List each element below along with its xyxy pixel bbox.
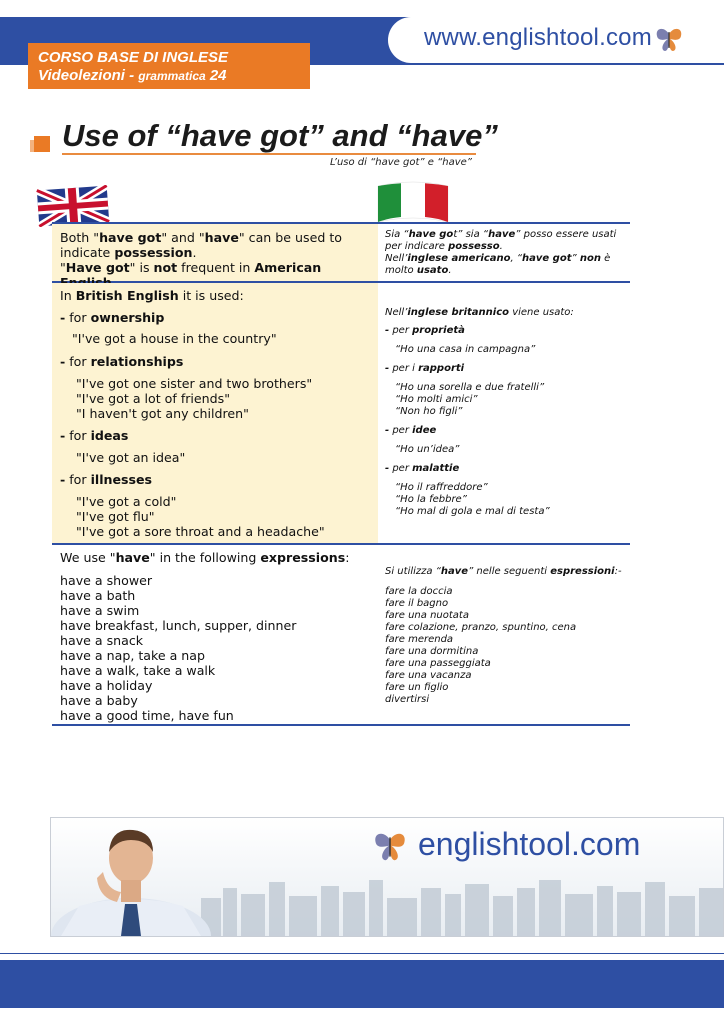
- text-bold: inglese americano: [407, 253, 511, 264]
- example: “Ho un’idea”: [395, 444, 460, 455]
- text: ”: [571, 253, 580, 264]
- example: “Non ho figli”: [395, 406, 463, 417]
- text-bold: malattie: [412, 463, 460, 474]
- text-bold: American: [254, 260, 322, 275]
- relationships-heading: [60, 354, 376, 376]
- text: ": [60, 260, 66, 275]
- text-bold: have got: [522, 253, 572, 264]
- rapporti-heading: [385, 363, 625, 382]
- text-bold: have: [440, 566, 469, 577]
- list-item: fare colazione, pranzo, spuntino, cena: [385, 622, 577, 633]
- text: per i: [389, 363, 419, 374]
- list-item: have a holiday: [60, 678, 153, 693]
- example: “Ho mal di gola e mal di testa”: [395, 506, 550, 517]
- list-item: fare una dormitina: [385, 646, 479, 657]
- list-item: fare una passeggiata: [385, 658, 491, 669]
- dash: -: [60, 428, 66, 443]
- text: " in the following: [149, 550, 261, 565]
- list-item: have a swim: [60, 603, 140, 618]
- lesson-number: 24: [209, 67, 227, 84]
- example: "I haven't got any children": [76, 406, 249, 421]
- text-bold: relationships: [90, 354, 184, 369]
- section2-it-intro: [385, 307, 625, 325]
- list-item: have a snack: [60, 633, 144, 648]
- example: "I've got a sore throat and a headache": [76, 524, 325, 539]
- text: for: [65, 354, 91, 369]
- text-bold: Have got: [65, 260, 130, 275]
- malattie-heading: [385, 463, 625, 482]
- text: Nell’: [385, 253, 408, 264]
- list-item: have a baby: [60, 693, 138, 708]
- list-item: have a good time, have fun: [60, 708, 234, 723]
- text: for: [65, 472, 91, 487]
- text-bold: have got: [99, 230, 162, 245]
- page-title: Use of “have got” and “have”: [62, 118, 498, 153]
- dash: -: [385, 363, 390, 374]
- text-bold: usato: [416, 265, 449, 276]
- text-bold: illnesses: [90, 472, 153, 487]
- text: We use ": [60, 550, 116, 565]
- example: "I've got flu": [76, 509, 155, 524]
- text-bold: inglese britannico: [407, 307, 510, 318]
- text: :-: [614, 566, 622, 577]
- example: “Ho la febbre”: [395, 494, 467, 505]
- example: "I've got a cold": [76, 494, 177, 509]
- section3-it-text: [385, 566, 625, 706]
- section1-it-text: [385, 229, 625, 277]
- text-bold: rapporti: [418, 363, 465, 374]
- page-subtitle: L’uso di “have got” e “have”: [330, 157, 472, 168]
- text: Sia “: [385, 229, 409, 240]
- text: è molto: [385, 253, 611, 276]
- text-bold: possession: [114, 245, 193, 260]
- title-underline: [62, 153, 476, 155]
- text-bold: have: [115, 550, 150, 565]
- text: per: [389, 325, 413, 336]
- example: “Ho una casa in campagna”: [395, 344, 536, 355]
- text: , “: [510, 253, 523, 264]
- example: "I've got a lot of friends": [76, 391, 231, 406]
- section3-en-text: [60, 550, 376, 723]
- section1-en-text: [60, 230, 372, 290]
- text-bold: expressions: [260, 550, 346, 565]
- footer-rule: [0, 953, 724, 954]
- text-bold: ideas: [90, 428, 129, 443]
- list-item: have a bath: [60, 588, 136, 603]
- ownership-heading: [60, 310, 376, 331]
- list-item: fare una vacanza: [385, 670, 472, 681]
- list-item: have a shower: [60, 573, 153, 588]
- text: viene usato:: [509, 307, 574, 318]
- site-url-link[interactable]: www.englishtool.com: [424, 24, 652, 51]
- text: ” nelle seguenti: [468, 566, 551, 577]
- dash: -: [385, 463, 390, 474]
- text-bold: proprietà: [412, 325, 465, 336]
- section2-en-text: [60, 288, 376, 539]
- proprieta-heading: [385, 325, 625, 344]
- italy-flag-icon: [376, 180, 450, 224]
- title-bullet: [34, 136, 50, 152]
- section3-it-intro: [385, 566, 625, 586]
- text-bold: possesso: [448, 241, 500, 252]
- list-item: have a nap, take a nap: [60, 648, 205, 663]
- ideas-heading: [60, 428, 376, 450]
- text: per: [389, 425, 413, 436]
- list-item: divertirsi: [385, 694, 430, 705]
- text: frequent in: [177, 260, 255, 275]
- example: "I've got one sister and two brothers": [76, 376, 313, 391]
- example: “Ho molti amici”: [395, 394, 478, 405]
- text: " can be used to indicate: [60, 230, 342, 260]
- text: " is: [129, 260, 154, 275]
- text: Nell’: [385, 307, 408, 318]
- text: for: [65, 310, 91, 325]
- dash: -: [385, 325, 390, 336]
- course-title: CORSO BASE DI INGLESE: [38, 49, 229, 66]
- text: per: [389, 463, 413, 474]
- text-bold: ownership: [90, 310, 165, 325]
- dash: -: [60, 310, 66, 325]
- text: :: [345, 550, 350, 565]
- text: ” posso essere usati per indicare: [385, 229, 617, 252]
- text-bold: have: [488, 229, 516, 240]
- table-rule-bottom: [52, 724, 630, 726]
- example: “Ho una sorella e due fratelli”: [395, 382, 545, 393]
- idee-heading: [385, 425, 625, 444]
- text: t” sia “: [453, 229, 489, 240]
- text: In: [60, 288, 76, 303]
- text-bold: have go: [408, 229, 454, 240]
- footer-band: [0, 960, 724, 1008]
- text-bold: have: [204, 230, 239, 245]
- butterfly-logo-icon: [654, 26, 684, 54]
- text: " and ": [161, 230, 205, 245]
- list-item: fare un figlio: [385, 682, 449, 693]
- table-rule-2: [52, 543, 630, 545]
- text: Both ": [60, 230, 100, 245]
- list-item: fare merenda: [385, 634, 454, 645]
- section2-en-intro: [60, 288, 376, 310]
- list-item: fare la doccia: [385, 586, 453, 597]
- text: for: [65, 428, 91, 443]
- text-bold: idee: [412, 425, 437, 436]
- text: Si utilizza “: [385, 566, 441, 577]
- dash: -: [60, 472, 66, 487]
- section2-it-text: [385, 307, 625, 518]
- text: .: [192, 245, 197, 260]
- text-bold: non: [579, 253, 601, 264]
- example: "I've got a house in the country": [72, 331, 277, 346]
- dash: -: [60, 354, 66, 369]
- text-bold: British English: [75, 288, 179, 303]
- dash: -: [385, 425, 390, 436]
- list-item: fare una nuotata: [385, 610, 469, 621]
- illnesses-heading: [60, 472, 376, 494]
- section3-en-intro: [60, 550, 376, 573]
- uk-flag-icon: [36, 185, 110, 227]
- text: .: [448, 265, 452, 276]
- butterfly-logo-icon: [372, 830, 408, 864]
- banner-logo-text: englishtool.com: [418, 826, 641, 862]
- text: .: [499, 241, 503, 252]
- text-bold: not: [153, 260, 178, 275]
- text: it is used:: [178, 288, 244, 303]
- example: "I've got an idea": [76, 450, 186, 465]
- list-item: have a walk, take a walk: [60, 663, 216, 678]
- list-item: have breakfast, lunch, supper, dinner: [60, 618, 297, 633]
- list-item: fare il bagno: [385, 598, 449, 609]
- videolezioni-label: Videolezioni -: [38, 67, 139, 84]
- course-subtitle: [38, 67, 227, 84]
- text-bold: espressioni: [550, 566, 615, 577]
- example: “Ho il raffreddore”: [395, 482, 488, 493]
- grammatica-label: grammatica: [138, 69, 206, 83]
